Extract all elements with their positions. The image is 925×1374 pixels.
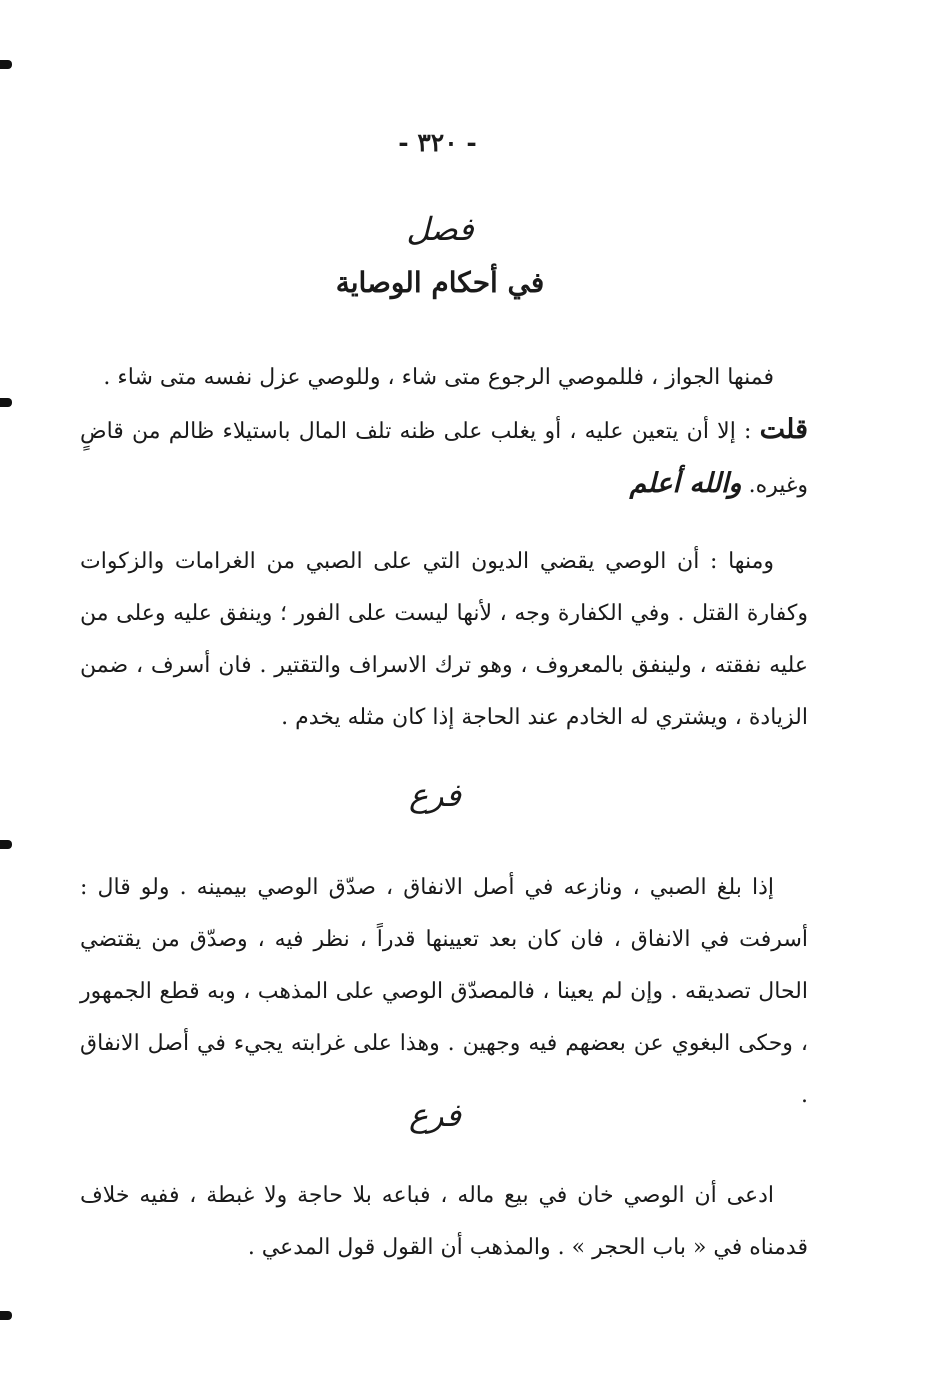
paragraph-1 (80, 352, 808, 512)
far-heading-1: فرع (408, 776, 462, 814)
chapter-heading: فصل (406, 210, 474, 248)
chapter-title: في أحكام الوصاية (335, 266, 545, 299)
paragraph-4 (80, 1170, 808, 1274)
paragraph-2 (80, 536, 808, 744)
qultu-text: : إلا أن يتعين عليه ، أو يغلب على ظنه تلف المال باستيلاء ظالم من قاضٍ وغيره. (80, 419, 808, 498)
paragraph-1-text: فمنها الجواز ، فللموصي الرجوع متى شاء ، وللوصي عزل نفسه متى شاء . (103, 365, 774, 390)
closing-formula: والله أعلم (629, 468, 742, 499)
qultu-label: قلت (759, 414, 808, 445)
paragraph-4-text: ادعى أن الوصي خان في بيع ماله ، فباعه بلا حاجة ولا غبطة ، ففيه خلاف قدمناه في « باب الحجر » . والمذهب أن القول قول المدعي . (80, 1183, 808, 1260)
scan-edge-mark (0, 1311, 12, 1320)
scan-edge-mark (0, 398, 12, 407)
paragraph-3-text: إذا بلغ الصبي ، ونازعه في أصل الانفاق ، صدّق الوصي بيمينه . ولو قال : أسرفت في الانفاق ، فان كان بعد تعيينها قدراً ، نظر فيه ، وصدّق من يقتضي الحال تصديقه . وإن لم يعينا ، فالمصدّق الوصي على المذهب ، وبه قطع الجمهور ، وحكى البغوي عن بعضهم فيه وجهين . وهذا على غرابته يجيء في أصل الانفاق . (80, 875, 808, 1108)
scan-edge-mark (0, 840, 12, 849)
paragraph-2-text: ومنها : أن الوصي يقضي الديون التي على الصبي من الغرامات والزكوات وكفارة القتل . وفي الكفارة وجه ، لأنها ليست على الفور ؛ وينفق عليه وعلى من عليه نفقته ، ولينفق بالمعروف ، وهو ترك الاسراف والتقتير . فان أسرف ، ضمن الزيادة ، ويشتري له الخادم عند الحاجة إذا كان مثله يخدم . (80, 549, 809, 730)
far-heading-2: فرع (408, 1096, 462, 1134)
paragraph-3 (80, 862, 808, 1122)
page-number: - ٣٢٠ - (398, 128, 477, 157)
scan-edge-mark (0, 60, 12, 69)
